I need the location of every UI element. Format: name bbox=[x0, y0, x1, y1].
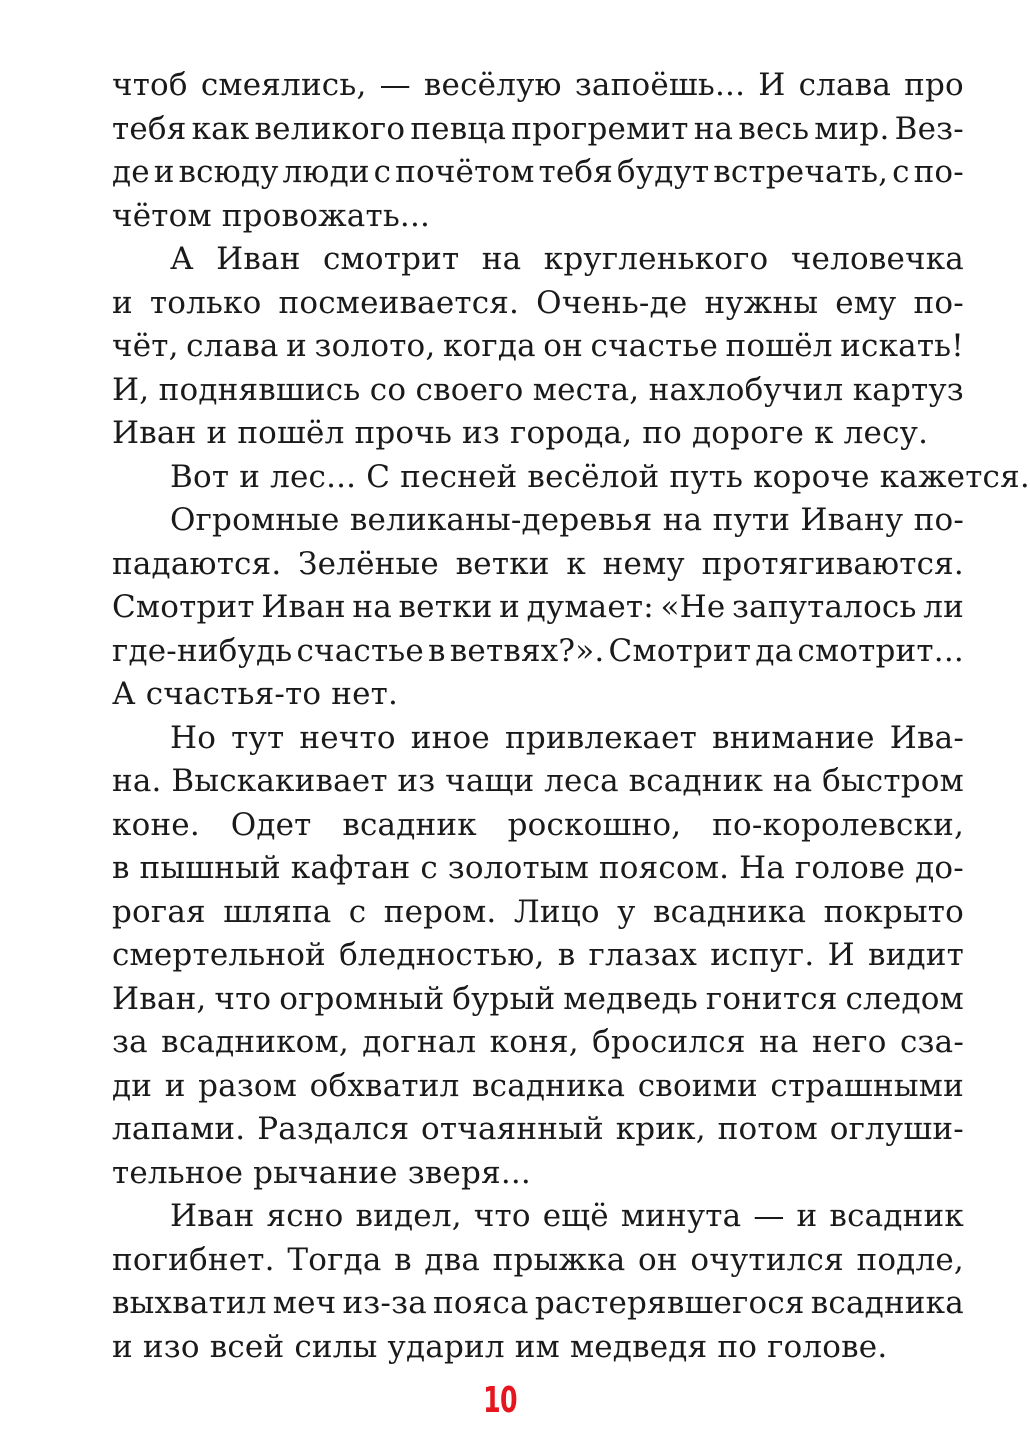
paragraph bbox=[112, 499, 964, 717]
paragraph bbox=[112, 717, 964, 1196]
text-line: чётом провожать... bbox=[112, 197, 431, 234]
text-line: чтоб смеялись, — весёлую запоёшь... И слава про bbox=[112, 67, 964, 103]
text-line: Смотрит Иван на ветки и думает: «Не запуталось ли bbox=[112, 589, 964, 625]
text-line: А счастья-то нет. bbox=[112, 676, 399, 712]
text-line: в пышный кафтан с золотым поясом. На голове до- bbox=[112, 850, 964, 886]
page-body bbox=[112, 64, 1030, 1369]
text-line: Иван ясно видел, что ещё минута — и всадник bbox=[170, 1198, 964, 1234]
paragraph bbox=[112, 456, 1030, 500]
text-line: коне. Одет всадник роскошно, по-королевски, bbox=[112, 806, 964, 843]
text-line: чёт, слава и золото, когда он счастье пошёл искать! bbox=[112, 328, 964, 364]
paragraph bbox=[112, 1195, 964, 1369]
text-line: Огромные великаны-деревья на пути Ивану по- bbox=[170, 502, 964, 538]
text-line: де и всюду люди с почётом тебя будут встречать, с по- bbox=[112, 154, 964, 190]
text-line: на. Выскакивает из чащи леса всадник на быстром bbox=[112, 763, 964, 799]
text-line: погибнет. Тогда в два прыжка он очутился подле, bbox=[112, 1241, 964, 1278]
text-line: рогая шляпа с пером. Лицо у всадника покрыто bbox=[112, 893, 964, 930]
text-line: тебя как великого певца прогремит на весь мир. Вез- bbox=[112, 110, 964, 147]
text-line: смертельной бледностью, в глазах испуг. И видит bbox=[112, 937, 964, 973]
paragraph bbox=[112, 64, 964, 238]
text-line: лапами. Раздался отчаянный крик, потом оглуши- bbox=[112, 1111, 964, 1147]
page-number: 10 bbox=[483, 1380, 517, 1421]
text-line: А Иван смотрит на кругленького человечка bbox=[170, 241, 964, 277]
text-line: где-нибудь счастье в ветвях?». Смотрит да смотрит... bbox=[112, 632, 964, 669]
text-line: ди и разом обхватил всадника своими страшными bbox=[112, 1067, 964, 1104]
text-line: тельное рычание зверя... bbox=[112, 1154, 531, 1191]
paragraph bbox=[112, 238, 964, 456]
text-line: Но тут нечто иное привлекает внимание Ива- bbox=[170, 719, 964, 756]
text-line: падаются. Зелёные ветки к нему протягиваются. bbox=[112, 545, 964, 582]
text-line: Вот и лес... С песней весёлой путь короче кажется. bbox=[170, 458, 1030, 495]
text-line: за всадником, догнал коня, бросился на него сза- bbox=[112, 1024, 964, 1060]
text-line: выхватил меч из-за пояса растерявшегося всадника bbox=[112, 1285, 964, 1321]
text-line: и только посмеивается. Очень-де нужны ему по- bbox=[112, 284, 964, 321]
text-line: Иван и пошёл прочь из города, по дороге к лесу. bbox=[112, 415, 929, 451]
text-line: и изо всей силы ударил им медведя по голове. bbox=[112, 1328, 888, 1365]
text-line: И, поднявшись со своего места, нахлобучил картуз bbox=[112, 371, 964, 408]
text-line: Иван, что огромный бурый медведь гонится следом bbox=[112, 980, 964, 1017]
